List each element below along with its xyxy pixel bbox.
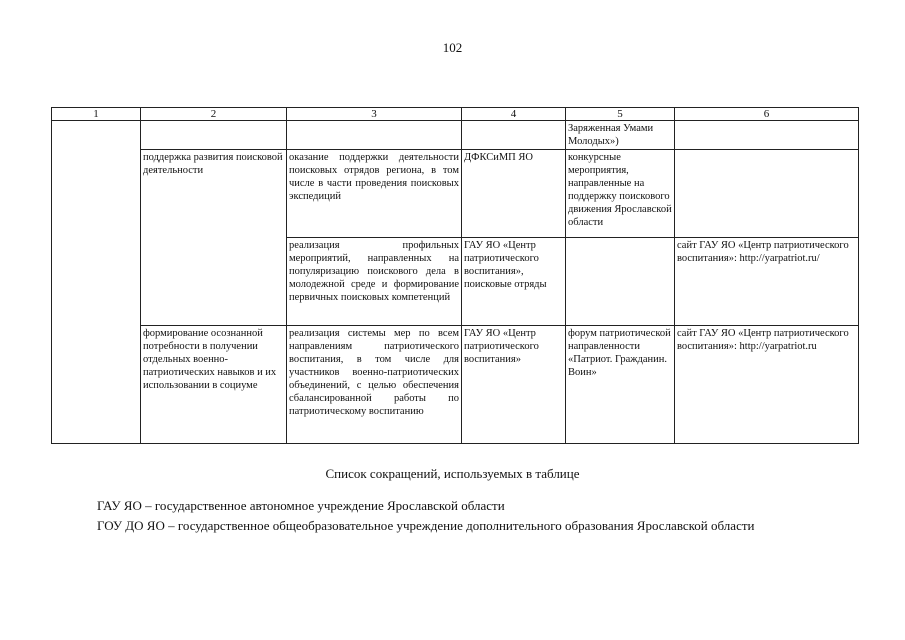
table-cell bbox=[675, 121, 859, 150]
abbreviations-title: Список сокращений, используемых в таблице bbox=[325, 466, 580, 481]
table-cell: ДФКСиМП ЯО bbox=[462, 150, 566, 238]
abbreviation-item: ГОУ ДО ЯО – государственное общеобразовательное учреждение дополнительного образования Ярославской области bbox=[97, 518, 755, 533]
table-cell: оказание поддержки деятельности поисковых отрядов региона, в том числе в части проведения поисковых экспедиций bbox=[287, 150, 462, 238]
column-header: 4 bbox=[462, 108, 566, 121]
table-cell: ГАУ ЯО «Центр патриотического воспитания», поисковые отряды bbox=[462, 238, 566, 326]
table-cell bbox=[141, 121, 287, 150]
activities-table bbox=[51, 107, 859, 444]
table-cell bbox=[675, 150, 859, 238]
table-cell bbox=[287, 121, 462, 150]
table-cell: поддержка развития поисковой деятельности bbox=[141, 150, 287, 326]
table-header-row bbox=[52, 108, 859, 121]
table-row bbox=[52, 326, 859, 444]
column-header: 6 bbox=[675, 108, 859, 121]
table-cell bbox=[566, 238, 675, 326]
table-cell: Заряженная Умами Молодых») bbox=[566, 121, 675, 150]
table-cell: сайт ГАУ ЯО «Центр патриотического воспитания»: http://yarpatriot.ru/ bbox=[675, 238, 859, 326]
column-header: 2 bbox=[141, 108, 287, 121]
table-cell: форум патриотической направленности «Патриот. Гражданин. Воин» bbox=[566, 326, 675, 444]
table-cell: реализация системы мер по всем направлениям патриотического воспитания, в том числе для участников военно-патриотических объединений, с целью обеспечения сбалансированной работы по патриотическому воспитанию bbox=[287, 326, 462, 444]
table-cell bbox=[52, 121, 141, 444]
column-header: 5 bbox=[566, 108, 675, 121]
column-header: 3 bbox=[287, 108, 462, 121]
column-header: 1 bbox=[52, 108, 141, 121]
table-row bbox=[52, 150, 859, 238]
table-cell: ГАУ ЯО «Центр патриотического воспитания» bbox=[462, 326, 566, 444]
table-cell: формирование осознанной потребности в получении отдельных военно-патриотических навыков и их использовании в социуме bbox=[141, 326, 287, 444]
abbreviation-item: ГАУ ЯО – государственное автономное учреждение Ярославской области bbox=[97, 498, 505, 513]
page-number: 102 bbox=[442, 40, 463, 55]
table-cell: конкурсные мероприятия, направленные на поддержку поискового движения Ярославской области bbox=[566, 150, 675, 238]
table-cell: сайт ГАУ ЯО «Центр патриотического воспитания»: http://yarpatriot.ru bbox=[675, 326, 859, 444]
table-row bbox=[52, 121, 859, 150]
table-cell bbox=[462, 121, 566, 150]
table-cell: реализация профильных мероприятий, направленных на популяризацию поискового дела в молодежной среде и формирование первичных поисковых компетенций bbox=[287, 238, 462, 326]
